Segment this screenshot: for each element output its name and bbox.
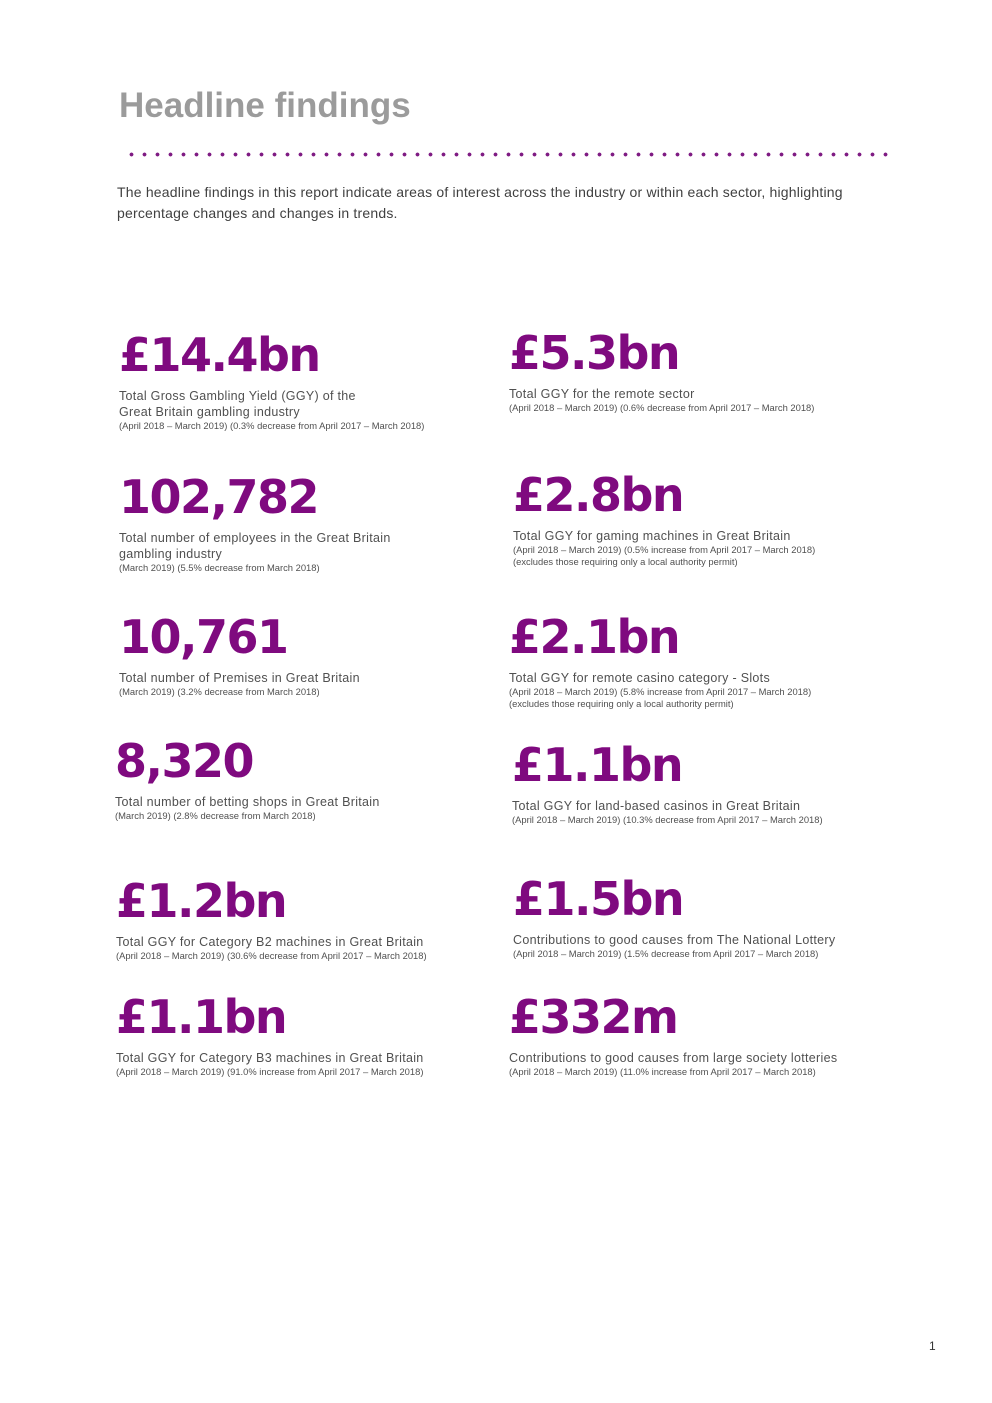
stat-value: £14.4bn [119,328,320,382]
stat-note: (April 2018 – March 2019) (91.0% increase from April 2017 – March 2018) [116,1066,424,1077]
stat-value: £1.5bn [513,872,684,926]
stat-label: Total number of Premises in Great Britain [119,671,360,685]
stat-value: 10,761 [119,610,288,664]
page-title: Headline findings [119,86,411,125]
stat-label: Contributions to good causes from large society lotteries [509,1051,838,1065]
stat-value: £2.1bn [509,610,680,664]
stat-b3-machines-ggy [116,992,476,1078]
stat-label: Total GGY for remote casino category - Slots [509,671,770,685]
stat-value: £1.2bn [116,874,287,928]
stat-note: (April 2018 – March 2019) (5.8% increase from April 2017 – March 2018) [509,686,812,697]
stat-employees [119,472,479,574]
stat-note: (April 2018 – March 2019) (30.6% decrease from April 2017 – March 2018) [116,950,427,961]
stat-note: (April 2018 – March 2019) (0.5% increase from April 2017 – March 2018) [513,544,816,555]
stat-note-secondary: (excludes those requiring only a local authority permit) [513,556,738,567]
stat-value: £332m [509,990,678,1044]
stat-label: Total number of employees in the Great Britain gambling industry [119,531,391,561]
stat-b2-machines-ggy [116,876,476,962]
dotted-divider [125,152,895,157]
stat-label: Total GGY for Category B2 machines in Great Britain [116,935,424,949]
stat-label: Total GGY for gaming machines in Great Britain [513,529,791,543]
stat-remote-ggy [509,328,869,414]
stat-note: (March 2019) (2.8% decrease from March 2018) [115,810,316,821]
stat-remote-slots-ggy [509,612,869,710]
stat-gaming-machines-ggy [513,470,873,568]
stat-betting-shops [115,736,475,822]
stat-value: £1.1bn [116,990,287,1044]
stat-value: £5.3bn [509,326,680,380]
stat-premises [119,612,479,698]
stat-value: 102,782 [119,470,319,524]
stat-value: £2.8bn [513,468,684,522]
stat-label: Total Gross Gambling Yield (GGY) of the Great Britain gambling industry [119,389,356,419]
stat-note: (April 2018 – March 2019) (11.0% increase from April 2017 – March 2018) [509,1066,816,1077]
stat-label: Total GGY for the remote sector [509,387,695,401]
stat-label: Total number of betting shops in Great Britain [115,795,380,809]
stat-note: (April 2018 – March 2019) (0.6% decrease from April 2017 – March 2018) [509,402,815,413]
stat-note: (April 2018 – March 2019) (10.3% decrease from April 2017 – March 2018) [512,814,823,825]
stat-value: £1.1bn [512,738,683,792]
stat-label: Contributions to good causes from The National Lottery [513,933,836,947]
stat-note-secondary: (excludes those requiring only a local authority permit) [509,698,734,709]
intro-paragraph: The headline findings in this report indicate areas of interest across the industry or within each sector, highlighting percentage changes and changes in trends. [117,184,843,221]
stat-label: Total GGY for Category B3 machines in Great Britain [116,1051,424,1065]
stat-land-casinos-ggy [512,740,872,826]
stat-total-ggy [119,330,479,432]
stat-value: 8,320 [115,734,254,788]
stat-note: (April 2018 – March 2019) (1.5% decrease from April 2017 – March 2018) [513,948,819,959]
stat-note: (March 2019) (5.5% decrease from March 2018) [119,562,320,573]
stat-society-lotteries [509,992,869,1078]
page-number: 1 [929,1339,936,1353]
stat-national-lottery [513,874,873,960]
stat-label: Total GGY for land-based casinos in Great Britain [512,799,801,813]
stat-note: (April 2018 – March 2019) (0.3% decrease from April 2017 – March 2018) [119,420,425,431]
stat-note: (March 2019) (3.2% decrease from March 2018) [119,686,320,697]
